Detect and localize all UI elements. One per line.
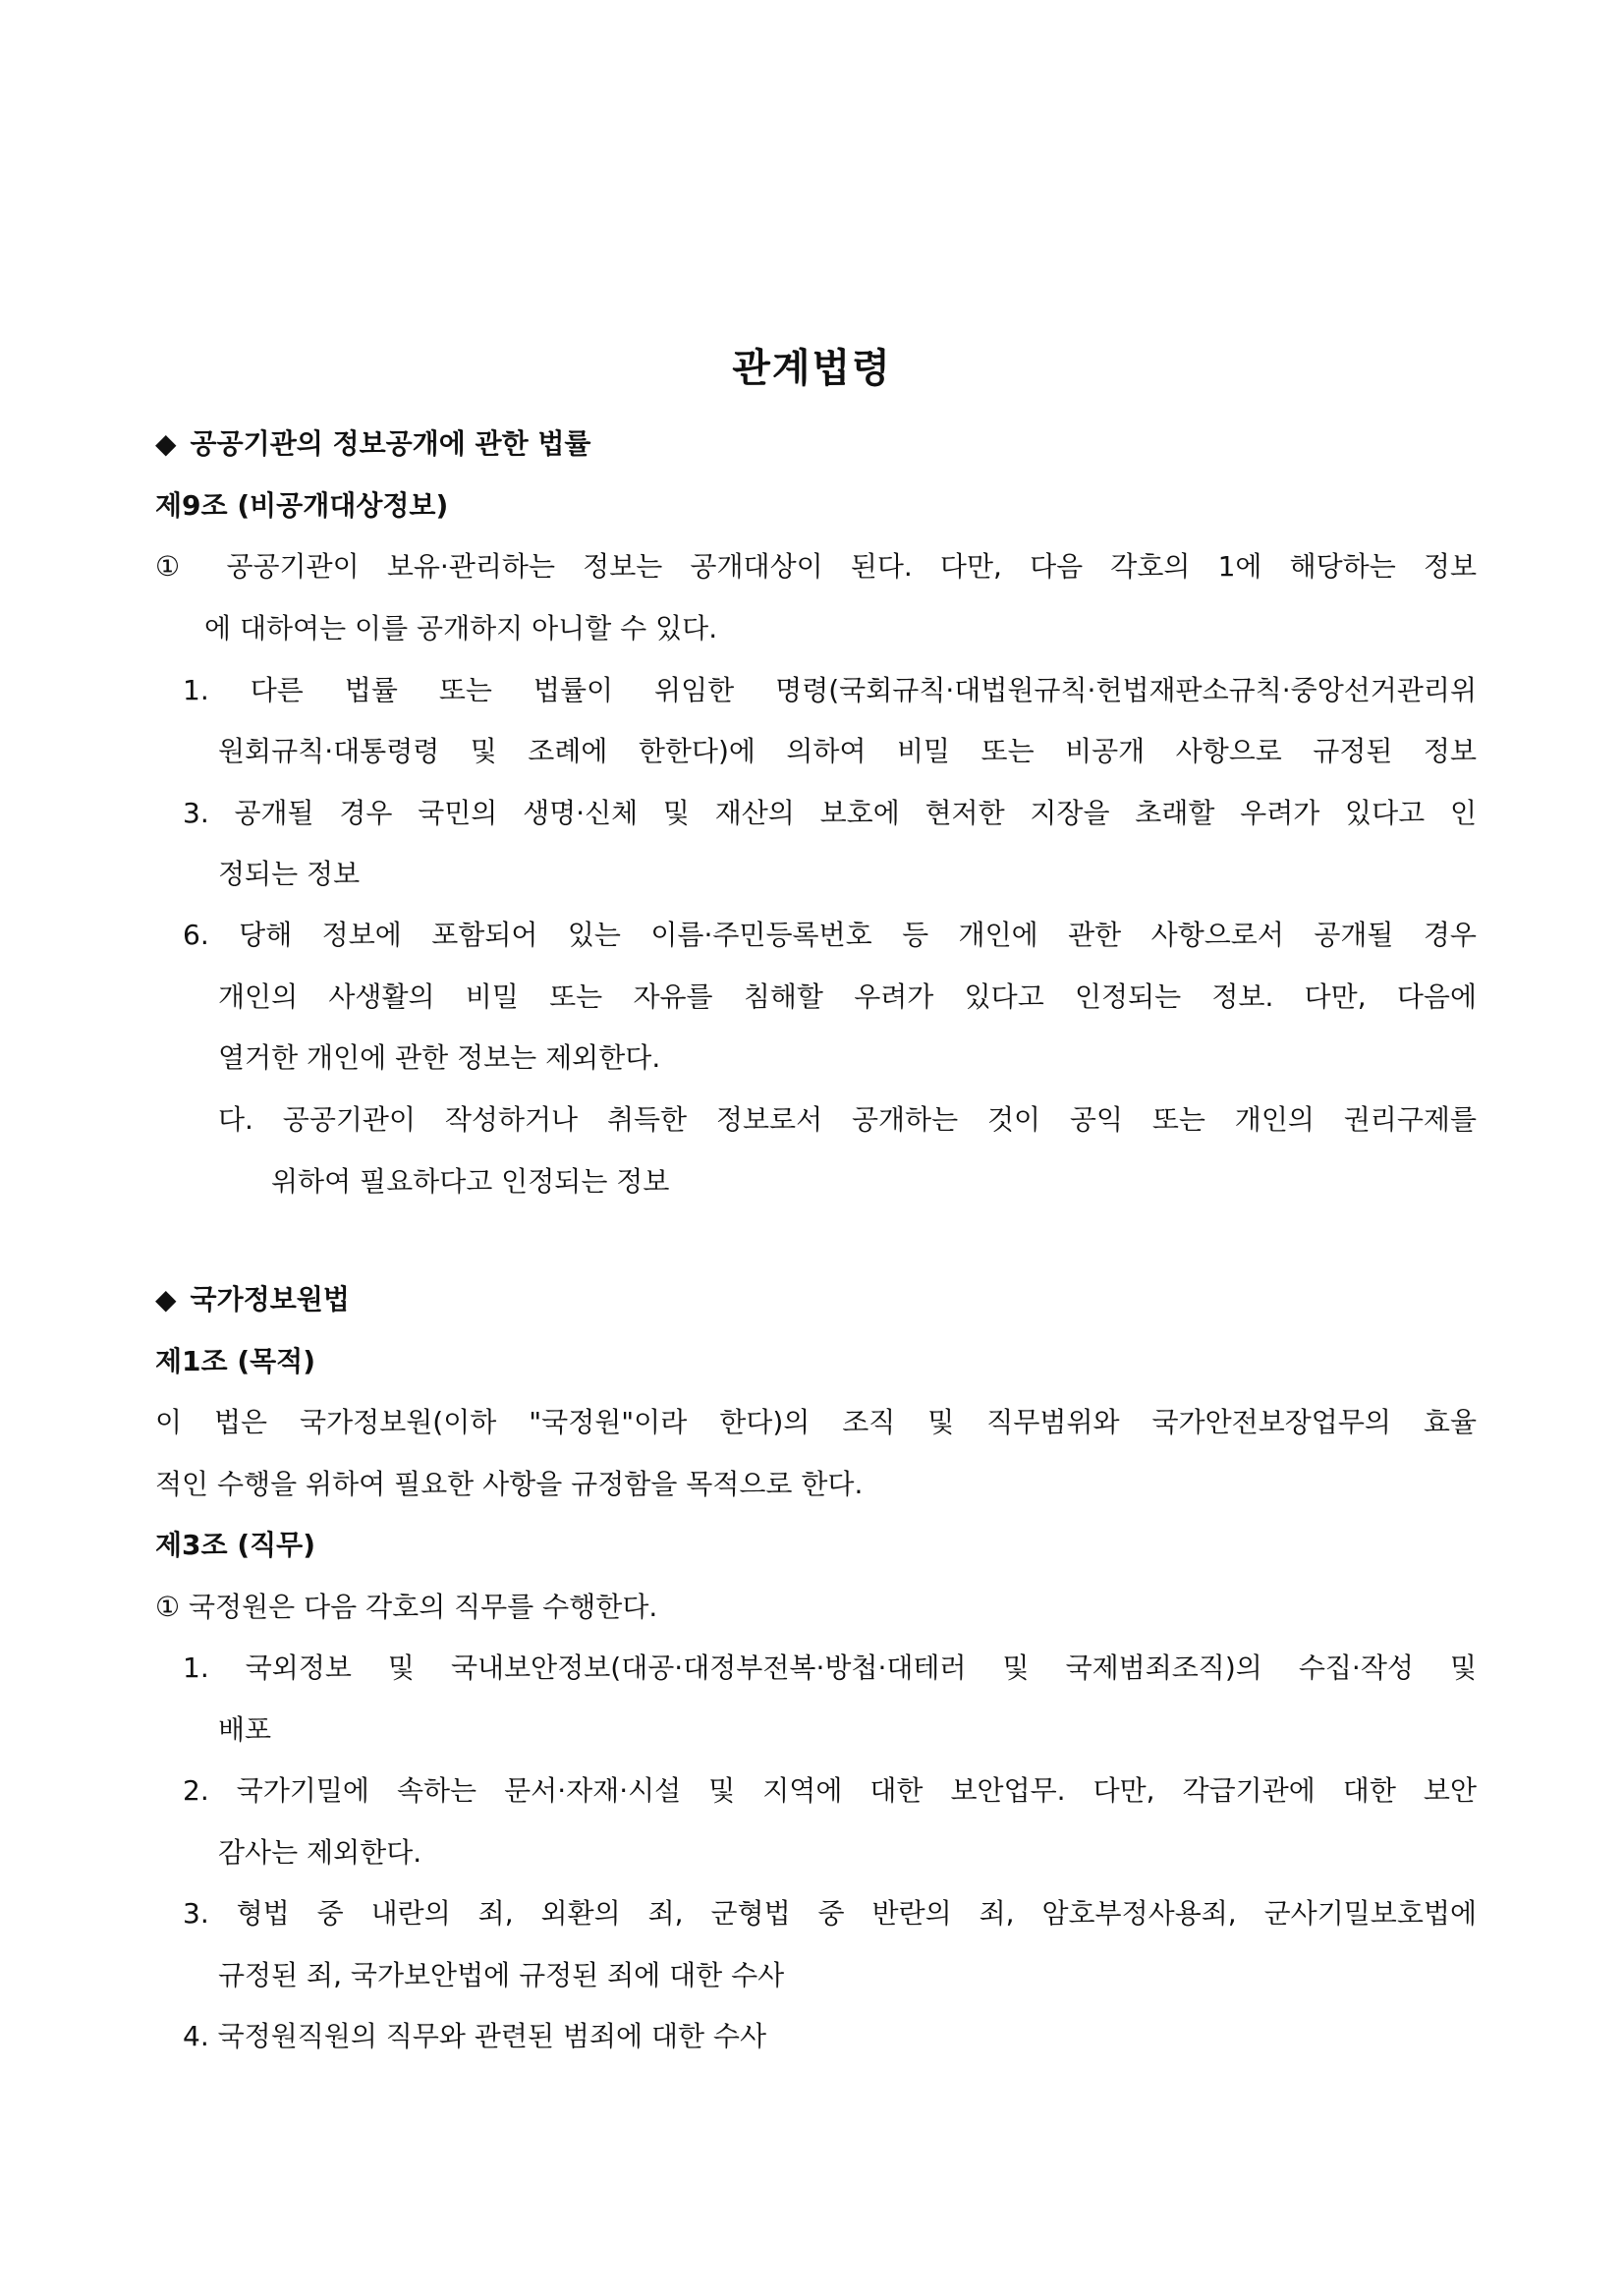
law1-item-3-line-2: 정되는 정보 <box>218 858 361 890</box>
law1-item-6-line-1: 6. 당해 정보에 포함되어 있는 이름·주민등록번호 등 개인에 관한 사항으로서 공개될 경우 <box>183 919 1477 951</box>
law2-article-1-line-2: 적인 수행을 위하여 필요한 사항을 규정함을 목적으로 한다. <box>155 1468 864 1500</box>
law1-item-3-line-1: 3. 공개될 경우 국민의 생명·신체 및 재산의 보호에 현저한 지장을 초래할 우려가 있다고 인 <box>183 797 1477 829</box>
law1-item-1-line-2: 원회규칙·대통령령 및 조례에 한한다)에 의하여 비밀 또는 비공개 사항으로 규정된 정보 <box>218 735 1477 767</box>
law1-paragraph-1-line-1: ① 공공기관이 보유·관리하는 정보는 공개대상이 된다. 다만, 다음 각호의 1에 해당하는 정보 <box>155 550 1477 583</box>
law2-article-1-line-1: 이 법은 국가정보원(이하 "국정원"이라 한다)의 조직 및 직무범위와 국가안전보장업무의 효율 <box>155 1406 1477 1438</box>
law1-item-6-line-2: 개인의 사생활의 비밀 또는 자유를 침해할 우려가 있다고 인정되는 정보. 다만, 다음에 <box>218 980 1477 1013</box>
law1-item-6-line-3: 열거한 개인에 관한 정보는 제외한다. <box>218 1041 661 1074</box>
law1-article-heading: 제9조 (비공개대상정보) <box>155 489 449 522</box>
law1-heading-text: 공공기관의 정보공개에 관한 법률 <box>190 427 591 460</box>
law2-item-2-line-1: 2. 국가기밀에 속하는 문서·자재·시설 및 지역에 대한 보안업무. 다만, 각급기관에 대한 보안 <box>183 1774 1477 1807</box>
law1-heading <box>155 424 590 464</box>
diamond-icon: ◆ <box>155 427 177 460</box>
law2-item-4-line-1: 4. 국정원직원의 직무와 관련된 범죄에 대한 수사 <box>183 2020 767 2052</box>
law2-item-3-line-2: 규정된 죄, 국가보안법에 규정된 죄에 대한 수사 <box>218 1959 785 1991</box>
law2-article-1-heading: 제1조 (목적) <box>155 1345 316 1377</box>
law2-item-1-line-2: 배포 <box>218 1713 272 1746</box>
law2-item-2-line-2: 감사는 제외한다. <box>218 1836 422 1869</box>
diamond-icon: ◆ <box>155 1283 177 1316</box>
law1-item-1-line-1: 1. 다른 법률 또는 법률이 위임한 명령(국회규칙·대법원규칙·헌법재판소규칙·중앙선거관리위 <box>183 674 1477 706</box>
law2-article-3-heading: 제3조 (직무) <box>155 1529 316 1561</box>
law2-item-1-line-1: 1. 국외정보 및 국내보안정보(대공·대정부전복·방첩·대테러 및 국제범죄조직)의 수집·작성 및 <box>183 1652 1477 1684</box>
law1-paragraph-1-line-2: 에 대하여는 이를 공개하지 아니할 수 있다. <box>204 612 718 644</box>
law1-subitem-line-1: 다. 공공기관이 작성하거나 취득한 정보로서 공개하는 것이 공익 또는 개인의 권리구제를 <box>218 1103 1477 1136</box>
law2-heading <box>155 1280 350 1319</box>
law2-heading-text: 국가정보원법 <box>190 1283 350 1316</box>
page-title: 관계법령 <box>732 346 892 391</box>
law1-subitem-line-2: 위하여 필요하다고 인정되는 정보 <box>271 1165 670 1198</box>
law2-item-3-line-1: 3. 형법 중 내란의 죄, 외환의 죄, 군형법 중 반란의 죄, 암호부정사용죄, 군사기밀보호법에 <box>183 1897 1477 1930</box>
law2-article-3-paragraph-1: ① 국정원은 다음 각호의 직무를 수행한다. <box>155 1591 658 1623</box>
